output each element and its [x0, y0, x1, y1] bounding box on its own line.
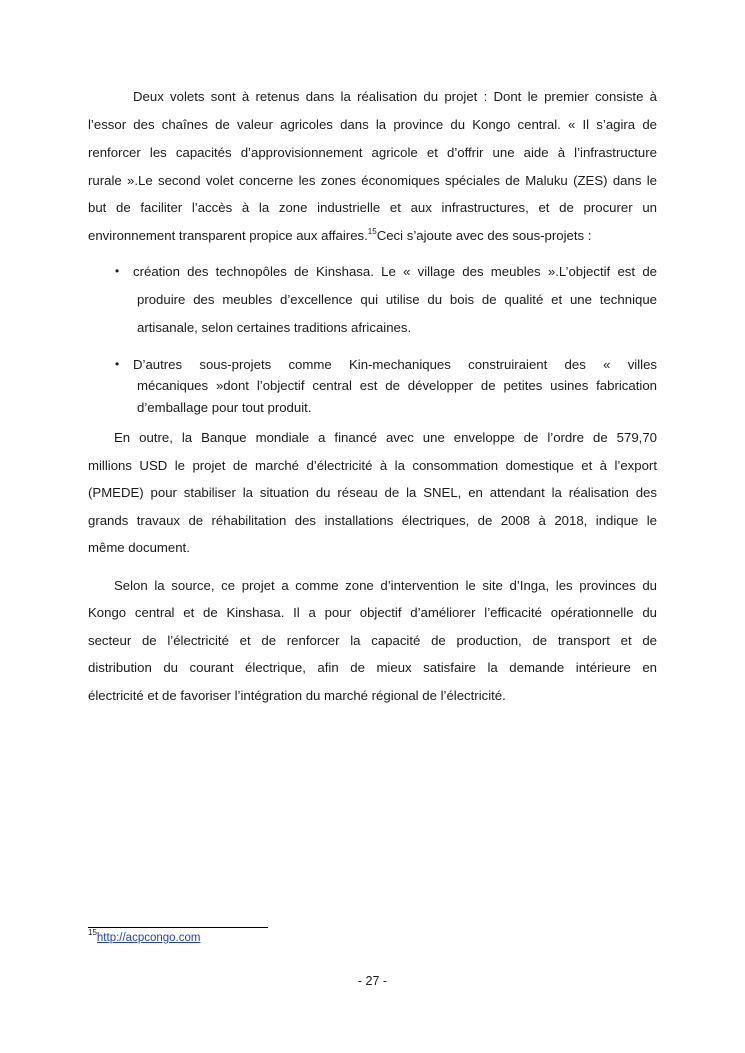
paragraph-line: Deux volets sont à retenus dans la réalisation du projet : Dont le premier consiste à	[133, 89, 657, 104]
list-item-line: création des technopôles de Kinshasa. Le « village des meubles ».L’objectif est de	[133, 264, 657, 279]
paragraph-line: rurale ».Le second volet concerne les zones économiques spéciales de Maluku (ZES) dans le	[88, 173, 657, 188]
list-item-line: D’autres sous-projets comme Kin-mechaniques construiraient des « villes	[133, 357, 657, 372]
paragraph-line: (PMEDE) pour stabiliser la situation du réseau de la SNEL, en attendant la réalisation des	[88, 485, 657, 500]
paragraph-line: électricité et de favoriser l’intégration du marché régional de l’électricité.	[88, 688, 506, 703]
paragraph-line: distribution du courant électrique, afin de mieux satisfaire la demande intérieure en	[88, 660, 657, 675]
paragraph-line: En outre, la Banque mondiale a financé avec une enveloppe de l’ordre de 579,70	[114, 430, 657, 445]
list-item-line: produire des meubles d’excellence qui utilise du bois de qualité et une technique	[137, 292, 657, 307]
paragraph-line: grands travaux de réhabilitation des installations électriques, de 2008 à 2018, indique le	[88, 513, 657, 528]
paragraph-line: même document.	[88, 540, 190, 555]
list-item-line: d’emballage pour tout produit.	[137, 400, 312, 415]
paragraph-line: millions USD le projet de marché d’électricité à la consommation domestique et à l’export	[88, 458, 657, 473]
footnote-separator	[88, 927, 268, 928]
paragraph-line: environnement transparent propice aux affaires.$^{15}$Ceci s’ajoute avec des sous-projets :	[88, 227, 592, 243]
list-item-line: artisanale, selon certaines traditions africaines.	[137, 320, 412, 335]
paragraph-line: renforcer les capacités d’approvisionnement agricole et d’offrir une aide à l’infrastructure	[88, 145, 657, 160]
bullet-icon: •	[115, 357, 120, 371]
paragraph-line: but de faciliter l’accès à la zone industrielle et aux infrastructures, et de procurer un	[88, 200, 657, 215]
list-item-line: mécaniques »dont l’objectif central est de développer de petites usines fabrication	[137, 378, 657, 393]
paragraph-line: Selon la source, ce projet a comme zone d’intervention le site d’Inga, les provinces du	[114, 578, 657, 593]
paragraph-line: secteur de l’électricité et de renforcer la capacité de production, de transport et de	[88, 633, 657, 648]
footnote-number: 15	[88, 928, 97, 937]
footnote-link[interactable]: http://acpcongo.com	[96, 932, 201, 944]
bullet-icon: •	[115, 264, 120, 278]
paragraph-line: l’essor des chaînes de valeur agricoles dans la province du Kongo central. « Il s’agira de	[88, 117, 657, 132]
footnote-reference[interactable]: 15	[367, 227, 377, 236]
page-number: - 27 -	[357, 974, 388, 988]
footnote	[88, 928, 201, 944]
paragraph-line: Kongo central et de Kinshasa. Il a pour objectif d’améliorer l’efficacité opérationnelle du	[88, 605, 657, 620]
